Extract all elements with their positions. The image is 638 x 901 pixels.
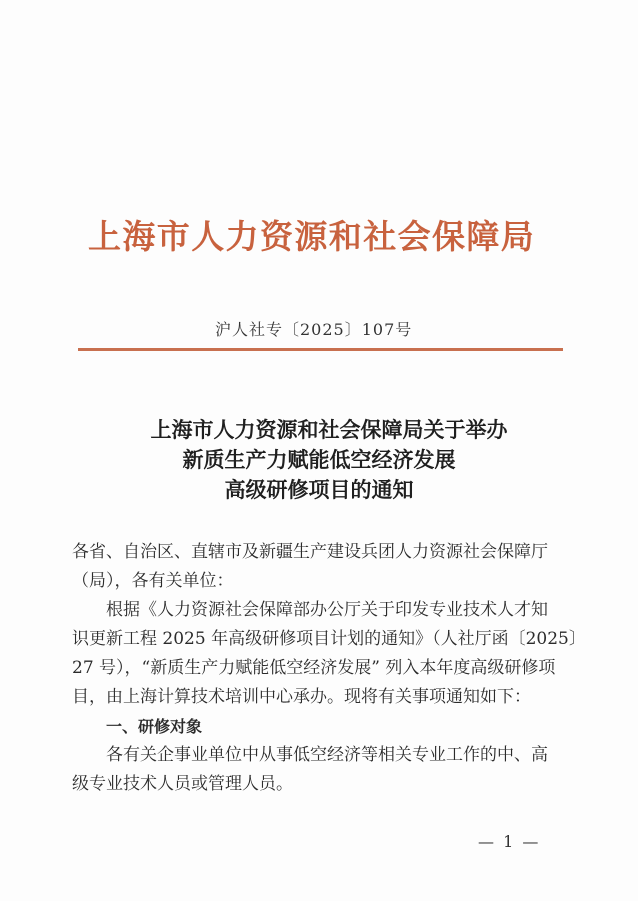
addressee-line-1: 各省、自治区、直辖市及新疆生产建设兵团人力资源社会保障厅 <box>72 542 548 562</box>
red-divider-line <box>78 348 563 351</box>
paragraph-1-line-3: 27 号），“新质生产力赋能低空经济发展” 列入本年度高级研修项 <box>72 658 556 678</box>
issuing-organization-header: 上海市人力资源和社会保障局 <box>88 217 536 256</box>
section-1-line-2: 级专业技术人员或管理人员。 <box>72 774 293 794</box>
page-number: — 1 — <box>478 832 541 851</box>
paragraph-1-line-2: 识更新工程 2025 年高级研修项目计划的通知》（人社厅函〔2025〕 <box>72 629 586 649</box>
notice-title <box>0 415 638 505</box>
paragraph-1-line-1: 根据《人力资源社会保障部办公厅关于印发专业技术人才知 <box>106 600 548 620</box>
section-1-line-1: 各有关企事业单位中从事低空经济等相关专业工作的中、高 <box>106 745 548 765</box>
notice-body <box>72 538 586 799</box>
section-1-heading: 一、研修对象 <box>106 717 203 736</box>
title-line-3: 高级研修项目的通知 <box>224 478 414 502</box>
document-number: 沪人社专〔2025〕107号 <box>215 320 413 339</box>
title-line-1: 上海市人力资源和社会保障局关于举办 <box>150 418 508 442</box>
title-line-2: 新质生产力赋能低空经济发展 <box>182 448 456 472</box>
paragraph-1-line-4: 目，由上海计算技术培训中心承办。现将有关事项通知如下： <box>72 687 531 707</box>
addressee-line-2: （局），各有关单位： <box>72 571 234 591</box>
